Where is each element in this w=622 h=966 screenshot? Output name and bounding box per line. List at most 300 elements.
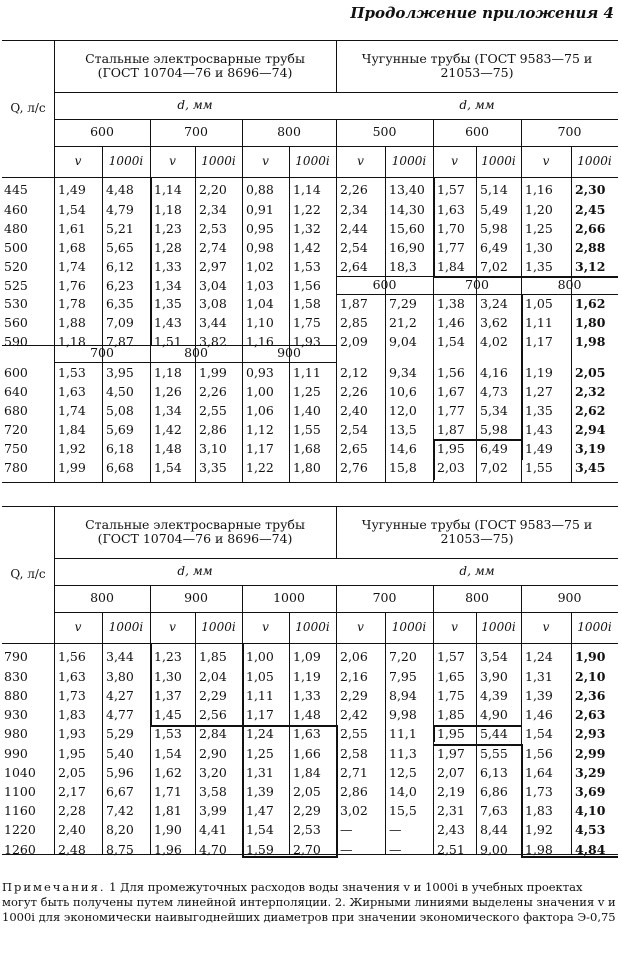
table-cell: 1,28 (154, 240, 182, 255)
table-cell: 6,49 (480, 441, 508, 456)
table-cell: 5,40 (106, 746, 134, 761)
table-cell: 1,43 (525, 422, 553, 437)
table-cell: 4,50 (106, 384, 134, 399)
table-cell: 1,17 (246, 707, 274, 722)
table-cell: 5,34 (480, 403, 508, 418)
economic-border (242, 856, 336, 858)
table-cell: 1,83 (58, 707, 86, 722)
table-cell: 1,24 (246, 726, 274, 741)
steel-mid-diameter: 900 (277, 345, 301, 360)
table-cell: 5,98 (480, 422, 508, 437)
table-cell: 2,06 (340, 649, 368, 664)
table-cell: 4,27 (106, 688, 134, 703)
table-cell: 2,55 (199, 403, 227, 418)
v-subheader: v (262, 619, 269, 634)
table-cell: 7,02 (480, 460, 508, 475)
table-cell: 4,90 (480, 707, 508, 722)
table-cell: 2,09 (340, 334, 368, 349)
table-cell: 2,34 (199, 202, 227, 217)
table-cell: 6,13 (480, 765, 508, 780)
diameter-header: 800 (465, 590, 489, 606)
diameter-header: 700 (372, 590, 397, 606)
table-cell: 1,56 (525, 746, 553, 761)
table-cell: 1,24 (525, 649, 553, 664)
table-cell: 5,08 (106, 403, 134, 418)
table-cell: 1,22 (246, 460, 274, 475)
steel-group-header: Стальные электросварные трубы (ГОСТ 10704—76 и 8696—74) (85, 516, 305, 546)
flow-value: 790 (4, 649, 28, 664)
table-cell: 1,54 (58, 202, 86, 217)
table-cell: 1,17 (525, 334, 553, 349)
flow-value: 780 (4, 460, 28, 475)
table-cell: 3,82 (199, 334, 227, 349)
i-subheader: 1000i (295, 153, 330, 168)
table-cell: 2,53 (293, 822, 321, 837)
table-cell: 1,43 (154, 315, 182, 330)
table-cell: 1,78 (58, 296, 86, 311)
footnote-head: Примечания. (2, 880, 106, 894)
table-cell: 16,90 (389, 240, 425, 255)
table-cell: 7,95 (389, 669, 417, 684)
table-cell: 6,67 (106, 784, 134, 799)
table-cell: 1,34 (154, 403, 182, 418)
table-cell: 1,55 (293, 422, 321, 437)
diameter-header: 900 (184, 590, 208, 606)
table-cell: 1,48 (154, 441, 182, 456)
table-cell: 9,00 (480, 842, 508, 857)
table-cell: 2,26 (199, 384, 227, 399)
table-cell: 2,88 (575, 240, 606, 255)
flow-value: 1100 (4, 784, 36, 799)
flow-value: 980 (4, 726, 28, 741)
table-cell: 2,44 (340, 221, 368, 236)
table-cell: 1,19 (293, 669, 321, 684)
column-rule (476, 643, 477, 854)
table-cell: 2,16 (340, 669, 368, 684)
table-cell: 6,68 (106, 460, 134, 475)
column-rule (289, 177, 290, 482)
table-cell: 1,95 (58, 746, 86, 761)
table-cell: 1,98 (575, 334, 606, 349)
table-cell: 6,49 (480, 240, 508, 255)
table-cell: 1,33 (154, 259, 182, 274)
table-cell: 1,33 (293, 688, 321, 703)
diameter-header: 900 (557, 590, 582, 606)
table-cell: 6,18 (106, 441, 134, 456)
table-cell: 2,71 (340, 765, 368, 780)
column-rule (385, 177, 386, 482)
table-cell: 5,44 (480, 726, 508, 741)
table-cell: 3,44 (199, 315, 227, 330)
table-cell: — (340, 842, 353, 857)
table-cell: 1,80 (575, 315, 606, 330)
table-cell: 13,40 (389, 182, 425, 197)
table-cell: 9,34 (389, 365, 417, 380)
flow-value: 600 (4, 365, 28, 380)
table-cell: 2,10 (575, 669, 606, 684)
table-cell: 1,93 (58, 726, 86, 741)
table-cell: 1,02 (246, 259, 274, 274)
table-cell: 1,58 (293, 296, 321, 311)
table-cell: — (340, 822, 353, 837)
table-cell: 2,70 (293, 842, 321, 857)
table-cell: 5,98 (480, 221, 508, 236)
table-cell: 1,23 (154, 221, 182, 236)
table-cell: 4,70 (199, 842, 227, 857)
table-cell: 1,10 (246, 315, 274, 330)
table-cell: 5,14 (480, 182, 508, 197)
table-cell: 1,30 (525, 240, 553, 255)
table-cell: 7,29 (389, 296, 417, 311)
table-cell: 1,74 (58, 259, 86, 274)
table-cell: 1,11 (293, 365, 321, 380)
diameter-header: 700 (557, 124, 582, 140)
table-cell: 0,93 (246, 365, 274, 380)
table-cell: 1,83 (525, 803, 553, 818)
d-header-steel: d, мм (177, 97, 213, 112)
i-subheader: 1000i (481, 619, 516, 634)
table-cell: 1,39 (246, 784, 274, 799)
table-cell: 1,81 (154, 803, 182, 818)
diameter-header: 800 (90, 590, 114, 606)
table-cell: 1,65 (437, 669, 465, 684)
table-cell: 1,54 (437, 334, 465, 349)
table-cell: 2,40 (58, 822, 86, 837)
table-cell: 2,66 (575, 221, 606, 236)
table-cell: 3,10 (199, 441, 227, 456)
column-rule (476, 177, 477, 482)
table-cell: 2,04 (199, 669, 227, 684)
table-cell: 1,56 (437, 365, 465, 380)
table-cell: 2,40 (340, 403, 368, 418)
table-cell: 1,80 (293, 460, 321, 475)
table-cell: 2,99 (575, 746, 606, 761)
economic-border (433, 177, 435, 276)
i-subheader: 1000i (481, 153, 516, 168)
table-cell: 1,88 (58, 315, 86, 330)
page-title: Продолжение приложения 4 (350, 4, 614, 22)
table-cell: 6,35 (106, 296, 134, 311)
v-subheader: v (74, 619, 82, 634)
table-cell: 1,11 (525, 315, 553, 330)
d-header-iron: d, мм (459, 563, 495, 578)
steel-mid-diameter: 700 (90, 345, 114, 360)
flow-value: 460 (4, 202, 28, 217)
table-cell: 14,30 (389, 202, 425, 217)
table-cell: 7,20 (389, 649, 417, 664)
table-cell: 1,85 (199, 649, 227, 664)
table-cell: 1,20 (525, 202, 553, 217)
economic-border (521, 856, 618, 858)
table-cell: 3,29 (575, 765, 606, 780)
table-cell: 2,31 (437, 803, 465, 818)
economic-border (242, 643, 244, 858)
table-cell: 15,5 (389, 803, 417, 818)
d-header-steel: d, мм (177, 563, 213, 578)
v-subheader: v (357, 153, 364, 168)
flow-value: 880 (4, 688, 28, 703)
column-rule (571, 643, 572, 854)
table-cell: 4,79 (106, 202, 134, 217)
table-cell: 2,53 (199, 221, 227, 236)
table-cell: 1,25 (293, 384, 321, 399)
table-cell: 1,23 (154, 649, 182, 664)
table-cell: 1,25 (246, 746, 274, 761)
table-cell: 15,60 (389, 221, 425, 236)
q-header: Q, л/с (10, 100, 46, 115)
header-bottom-rule (2, 643, 618, 644)
table-cell: 0,91 (246, 202, 274, 217)
table-cell: 2,32 (575, 384, 606, 399)
table-cell: 2,29 (293, 803, 321, 818)
table-cell: 2,43 (437, 822, 465, 837)
iron-group-header: Чугунные трубы (ГОСТ 9583—75 и 21053—75) (361, 50, 593, 80)
table-cell: 1,90 (154, 822, 182, 837)
table-cell: 2,94 (575, 422, 606, 437)
table-cell: 2,34 (340, 202, 368, 217)
table-cell: 1,49 (525, 441, 553, 456)
economic-border (433, 744, 521, 746)
table-cell: 2,90 (199, 746, 227, 761)
table-cell: 7,09 (106, 315, 134, 330)
table-cell: 1,03 (246, 278, 274, 293)
table-cell: 1,18 (154, 202, 182, 217)
table-cell: 2,74 (199, 240, 227, 255)
table-cell: 1,76 (58, 278, 86, 293)
table-cell: 1,53 (154, 726, 182, 741)
economic-border (433, 439, 435, 480)
table-cell: 3,02 (340, 803, 368, 818)
table-cell: 1,18 (154, 365, 182, 380)
flow-value: 680 (4, 403, 28, 418)
table-cell: 2,07 (437, 765, 465, 780)
table-cell: 5,65 (106, 240, 134, 255)
v-subheader: v (169, 153, 176, 168)
table-cell: 1,54 (154, 460, 182, 475)
table-cell: 5,21 (106, 221, 134, 236)
table-cell: 9,98 (389, 707, 417, 722)
table-cell: 2,45 (575, 202, 606, 217)
column-rule (433, 643, 434, 854)
table-cell: 1,49 (58, 182, 86, 197)
table-cell: 1,55 (525, 460, 553, 475)
table-cell: 1,57 (437, 182, 465, 197)
iron-group-header: Чугунные трубы (ГОСТ 9583—75 и 21053—75) (361, 516, 593, 546)
table-cell: 1,63 (437, 202, 465, 217)
table-cell: 1,48 (293, 707, 321, 722)
table-cell: 1,66 (293, 746, 321, 761)
table-cell: 2,93 (575, 726, 606, 741)
table-cell: 1,84 (437, 259, 465, 274)
table-cell: 1,54 (525, 726, 553, 741)
column-rule (385, 643, 386, 854)
table-cell: 4,39 (480, 688, 508, 703)
table-cell: 3,12 (575, 259, 606, 274)
flow-value: 1040 (4, 765, 36, 780)
flow-value: 480 (4, 221, 28, 236)
column-rule (102, 177, 103, 482)
table-cell: 1,75 (293, 315, 321, 330)
table-cell: 4,41 (199, 822, 227, 837)
table-cell: 3,99 (199, 803, 227, 818)
table-cell: 1,73 (58, 688, 86, 703)
table-cell: 3,95 (106, 365, 134, 380)
table-cell: 4,02 (480, 334, 508, 349)
table-cell: 6,23 (106, 278, 134, 293)
table-cell: 6,86 (480, 784, 508, 799)
column-rule (195, 643, 196, 854)
table-cell: 3,90 (480, 669, 508, 684)
table-cell: 1,32 (293, 221, 321, 236)
steel-mid-diameter: 800 (184, 345, 208, 360)
table-cell: 2,30 (575, 182, 606, 197)
flow-value: 590 (4, 334, 28, 349)
header-bottom-rule (2, 177, 618, 178)
table-cell: 1,35 (525, 403, 553, 418)
table-cell: 5,55 (480, 746, 508, 761)
table-cell: 12,0 (389, 403, 417, 418)
table-cell: 1,53 (293, 259, 321, 274)
table-cell: 1,37 (154, 688, 182, 703)
table-cell: 1,62 (575, 296, 606, 311)
table-cell: 1,05 (246, 669, 274, 684)
flow-value: 520 (4, 259, 28, 274)
table-cell: 1,04 (246, 296, 274, 311)
table-cell: 1,92 (58, 441, 86, 456)
table-cell: 1,96 (154, 842, 182, 857)
v-subheader: v (169, 619, 176, 634)
table-cell: 2,62 (575, 403, 606, 418)
footnote (2, 880, 618, 925)
table-cell: 7,87 (106, 334, 134, 349)
table-cell: 1,25 (525, 221, 553, 236)
economic-border (336, 725, 338, 858)
table-cell: 1,62 (154, 765, 182, 780)
table-cell: 1,00 (246, 384, 274, 399)
table-cell: 2,28 (58, 803, 86, 818)
table-cell: 2,03 (437, 460, 465, 475)
i-subheader: 1000i (295, 619, 330, 634)
table-cell: 2,48 (58, 842, 86, 857)
flow-value: 530 (4, 296, 28, 311)
table-cell: 3,04 (199, 278, 227, 293)
table-cell: 1,51 (154, 334, 182, 349)
i-subheader: 1000i (108, 619, 144, 634)
table-cell: 0,98 (246, 240, 274, 255)
economic-border (521, 744, 523, 858)
table-cell: 6,12 (106, 259, 134, 274)
table-cell: 3,35 (199, 460, 227, 475)
table-cell: 2,05 (575, 365, 606, 380)
table-cell: 2,51 (437, 842, 465, 857)
table-cell: 1,77 (437, 240, 465, 255)
table-cell: 1,17 (246, 441, 274, 456)
table-cell: — (389, 822, 402, 837)
table-cell: 4,73 (480, 384, 508, 399)
table-cell: 1,59 (246, 842, 274, 857)
flow-value: 750 (4, 441, 28, 456)
economic-border (433, 725, 521, 727)
table-cell: 1,35 (525, 259, 553, 274)
table-cell: 2,76 (340, 460, 368, 475)
v-subheader: v (74, 153, 82, 168)
diameter-header: 1000 (273, 590, 305, 606)
table-cell: 2,19 (437, 784, 465, 799)
table-cell: 15,8 (389, 460, 417, 475)
economic-border (433, 725, 435, 742)
table-cell: 1,31 (525, 669, 553, 684)
steel-mid-rule (54, 362, 336, 363)
table-cell: 2,42 (340, 707, 368, 722)
table-cell: 1,14 (293, 182, 321, 197)
table-cell: 2,85 (340, 315, 368, 330)
table-cell: 5,96 (106, 765, 134, 780)
table-cell: 2,05 (58, 765, 86, 780)
flow-value: 560 (4, 315, 28, 330)
v-subheader: v (451, 153, 458, 168)
table-cell: 1,46 (525, 707, 553, 722)
table-cell: 2,36 (575, 688, 606, 703)
table-cell: 8,20 (106, 822, 134, 837)
table-cell: 8,94 (389, 688, 417, 703)
table-cell: 18,3 (389, 259, 417, 274)
iron-mid-diameter: 800 (557, 277, 582, 292)
table-cell: 1,74 (58, 403, 86, 418)
table-cell: 8,75 (106, 842, 134, 857)
table-cell: 1,42 (293, 240, 321, 255)
table-cell: 4,53 (575, 822, 606, 837)
flow-value: 720 (4, 422, 28, 437)
table-cell: 3,19 (575, 441, 606, 456)
table-cell: 13,5 (389, 422, 417, 437)
table-cell: 2,26 (340, 384, 368, 399)
table-cell: 3,62 (480, 315, 508, 330)
table-cell: 1,56 (58, 649, 86, 664)
table-cell: 1,38 (437, 296, 465, 311)
v-subheader: v (542, 153, 550, 168)
table-cell: 1,09 (293, 649, 321, 664)
table-cell: 0,95 (246, 221, 274, 236)
flow-value: 1220 (4, 822, 36, 837)
column-rule (571, 177, 572, 482)
economic-border (521, 294, 523, 460)
flow-value: 500 (4, 240, 28, 255)
table-cell: 1,46 (437, 315, 465, 330)
table-cell: 4,84 (575, 842, 606, 857)
i-subheader: 1000i (391, 619, 427, 634)
table-cell: 1,57 (437, 649, 465, 664)
table-cell: 14,6 (389, 441, 417, 456)
table-cell: 1,84 (58, 422, 86, 437)
table-cell: 1,18 (58, 334, 86, 349)
flow-value: 1260 (4, 842, 36, 857)
diameter-header: 600 (90, 124, 114, 140)
table-cell: 2,26 (340, 182, 368, 197)
table-cell: 3,54 (480, 649, 508, 664)
v-subheader: v (262, 153, 269, 168)
table-cell: 1,68 (293, 441, 321, 456)
economic-border (433, 276, 618, 278)
column-rule (102, 643, 103, 854)
table-cell: 1,99 (199, 365, 227, 380)
table-cell: 2,20 (199, 182, 227, 197)
column-rule (289, 643, 290, 854)
table-cell: 1,98 (525, 842, 553, 857)
table-cell: 1,35 (154, 296, 182, 311)
table-cell: 2,55 (340, 726, 368, 741)
table-cell: 1,93 (293, 334, 321, 349)
table-cell: 1,19 (525, 365, 553, 380)
